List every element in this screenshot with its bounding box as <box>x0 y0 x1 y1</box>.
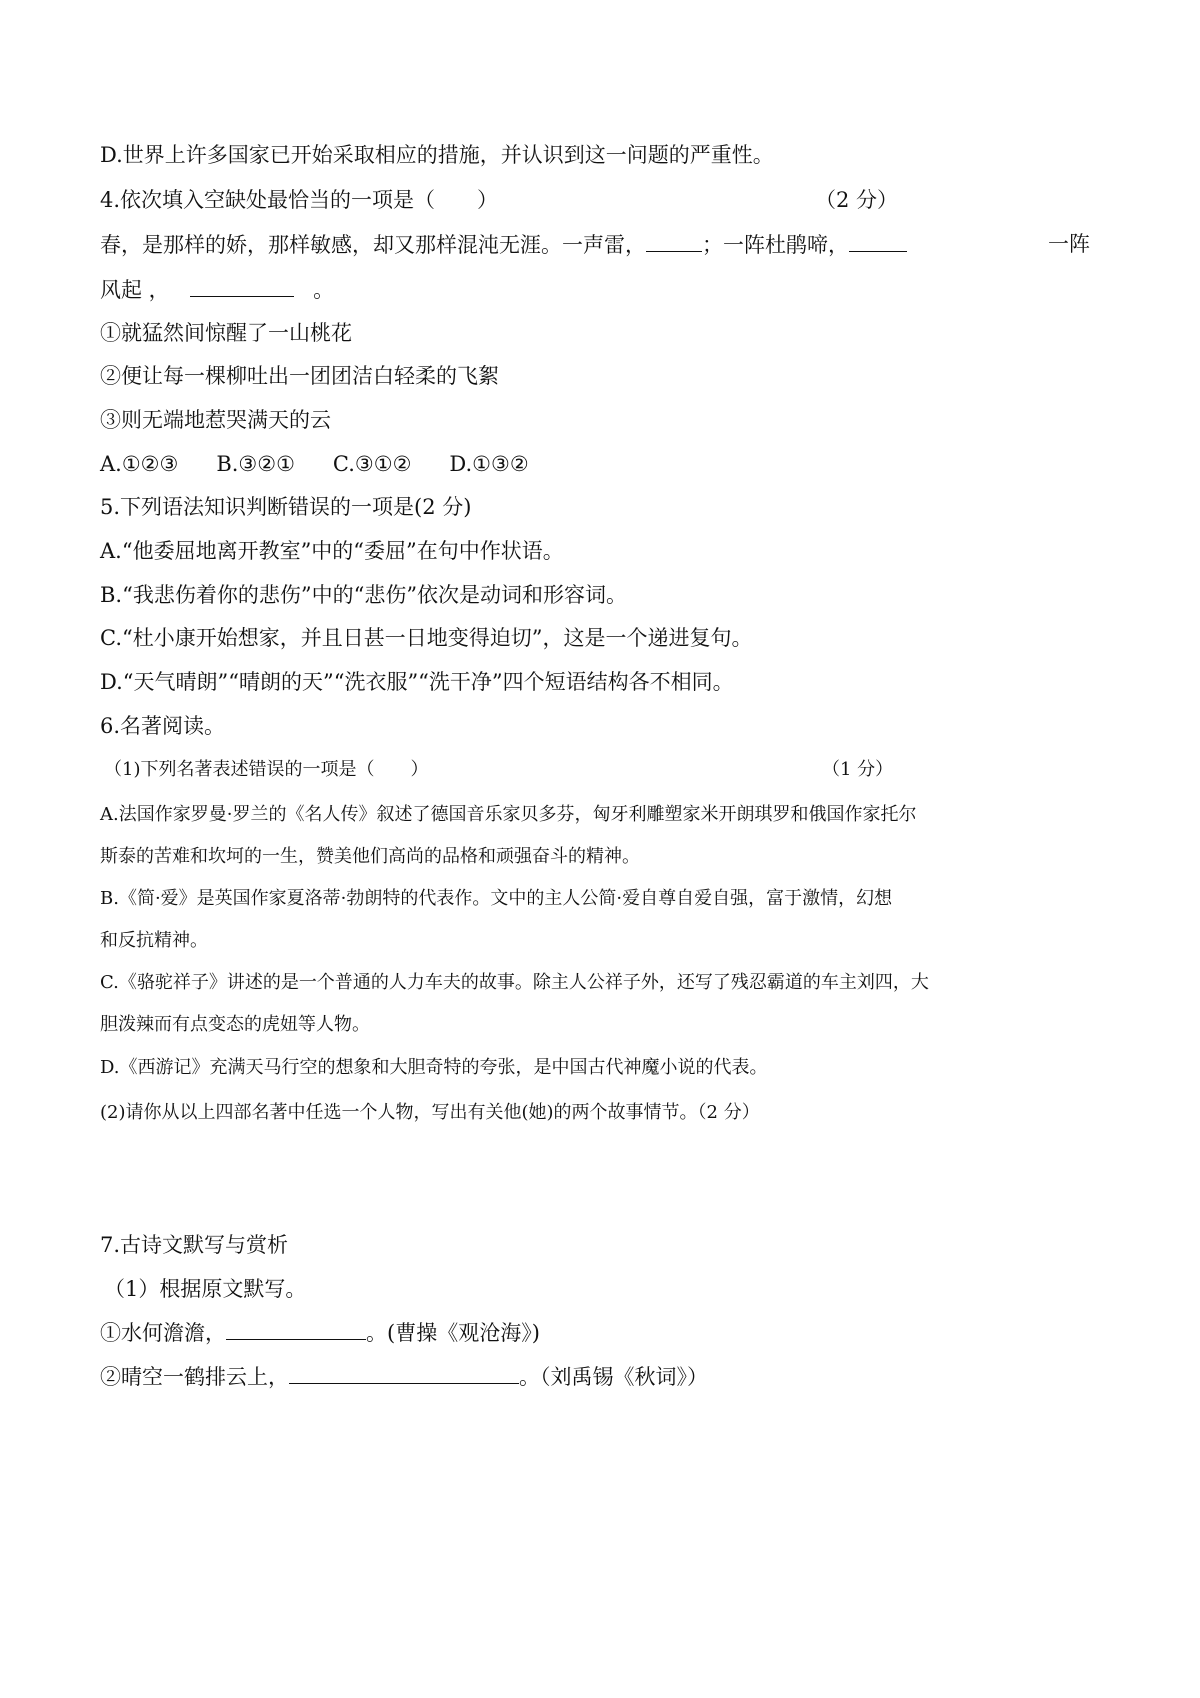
q4-passage-part3: 一阵 <box>1048 232 1090 256</box>
q4-passage-line2 <box>100 274 1100 305</box>
answer-blank-1[interactable] <box>646 229 702 252</box>
q6-sub1-score: （1 分） <box>822 759 894 780</box>
q4-passage-part2: ；一阵杜鹃啼， <box>702 233 849 257</box>
q6-option-c-line1[interactable]: C.《骆驼祥子》讲述的是一个普通的人力车夫的故事。除主人公祥子外，还写了残忍霸道的车主刘四，大 <box>100 972 929 993</box>
q5-option-b[interactable]: B.“我悲伤着你的悲伤”中的“悲伤”依次是动词和形容词。 <box>100 583 628 607</box>
answer-blank-4[interactable] <box>226 1317 366 1340</box>
q4-sentence-1: ①就猛然间惊醒了一山桃花 <box>100 321 352 345</box>
q4-option-b[interactable]: B.③②① <box>216 452 295 476</box>
q7-item-2 <box>100 1361 1100 1392</box>
q6-title: 6.名著阅读。 <box>100 714 226 738</box>
q7-item-1-start: ①水何澹澹， <box>100 1321 226 1345</box>
q5-option-c[interactable]: C.“杜小康开始想家，并且日甚一日地变得迫切”，这是一个递进复句。 <box>100 626 753 650</box>
q6-option-c-line2[interactable]: 胆泼辣而有点变态的虎妞等人物。 <box>100 1014 370 1035</box>
q4-option-c[interactable]: C.③①② <box>332 452 412 476</box>
q6-sub2: (2)请你从以上四部名著中任选一个人物，写出有关他(她)的两个故事情节。（2 分） <box>100 1102 760 1123</box>
q4-passage-line1 <box>100 229 1100 260</box>
q7-title: 7.古诗文默写与赏析 <box>100 1233 289 1257</box>
answer-blank-2[interactable] <box>849 229 907 252</box>
answer-blank-5[interactable] <box>289 1361 519 1384</box>
q6-option-a-line2[interactable]: 斯泰的苦难和坎坷的一生，赞美他们高尚的品格和顽强奋斗的精神。 <box>100 846 640 867</box>
q4-stem-text: 4.依次填入空缺处最恰当的一项是（ ） <box>100 188 499 212</box>
q4-passage-part1: 春，是那样的娇，那样敏感，却又那样混沌无涯。一声雷， <box>100 233 646 257</box>
q6-option-a-line1[interactable]: A.法国作家罗曼·罗兰的《名人传》叙述了德国音乐家贝多芬，匈牙利雕塑家米开朗琪罗和俄国作家托尔 <box>100 804 917 825</box>
q4-option-d[interactable]: D.①③② <box>449 452 529 476</box>
q4-score: （2 分） <box>815 188 899 212</box>
q5-option-d[interactable]: D.“天气晴朗”“晴朗的天”“洗衣服”“洗干净”四个短语结构各不相同。 <box>100 670 734 694</box>
q5-stem: 5.下列语法知识判断错误的一项是(2 分) <box>100 495 472 519</box>
q4-passage-end: 。 <box>313 278 335 302</box>
q7-item-1-end: 。(曹操《观沧海》) <box>366 1321 540 1345</box>
q3-option-d: D.世界上许多国家已开始采取相应的措施，并认识到这一问题的严重性。 <box>100 143 774 167</box>
q4-option-a[interactable]: A.①②③ <box>100 452 179 476</box>
q6-option-b-line1[interactable]: B.《简·爱》是英国作家夏洛蒂·勃朗特的代表作。文中的主人公简·爱自尊自爱自强，富于激情，幻想 <box>100 888 893 909</box>
q4-stem <box>100 185 1100 215</box>
q6-option-d[interactable]: D.《西游记》充满天马行空的想象和大胆奇特的夸张，是中国古代神魔小说的代表。 <box>100 1057 768 1078</box>
answer-blank-3[interactable] <box>190 274 294 297</box>
q6-sub1-stem <box>104 755 1104 785</box>
q4-options <box>100 449 1100 479</box>
q6-option-b-line2[interactable]: 和反抗精神。 <box>100 930 208 951</box>
q5-option-a[interactable]: A.“他委屈地离开教室”中的“委屈”在句中作状语。 <box>100 539 564 563</box>
q4-sentence-2: ②便让每一棵柳吐出一团团洁白轻柔的飞絮 <box>100 364 499 388</box>
q4-sentence-3: ③则无端地惹哭满天的云 <box>100 408 331 432</box>
q7-sub1: （1）根据原文默写。 <box>104 1277 307 1301</box>
q6-sub1-stem-text: （1)下列名著表述错误的一项是（ ） <box>104 759 429 780</box>
q7-item-2-start: ②晴空一鹤排云上， <box>100 1365 289 1389</box>
q7-item-1 <box>100 1317 1100 1348</box>
q4-passage-part4: 风起 ， <box>100 278 170 302</box>
q7-item-2-end: 。（刘禹锡《秋词》） <box>519 1365 708 1389</box>
